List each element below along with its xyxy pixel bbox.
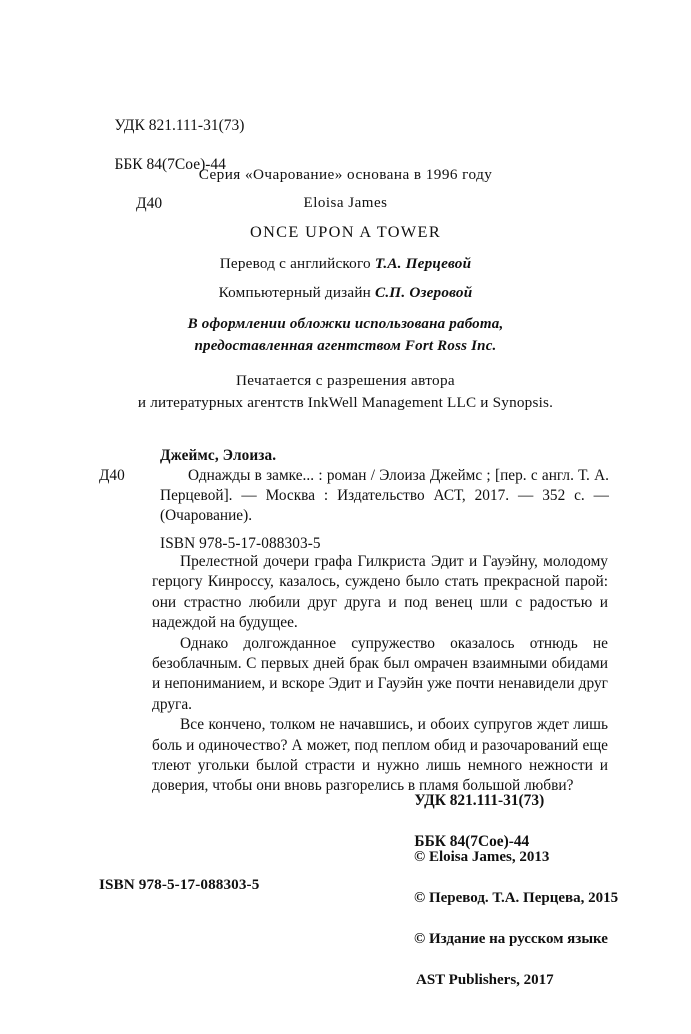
- design-credit: [0, 284, 691, 302]
- copyright-block: [399, 826, 618, 1031]
- cover-art-note-line-2: предоставленная агентством Fort Ross Inc.: [194, 338, 497, 354]
- cover-art-note: [0, 313, 691, 357]
- bbk-code: ББК 84(7Сое)-44: [114, 155, 226, 173]
- cip-isbn: ISBN 978-5-17-088303-5: [160, 534, 321, 552]
- bottom-isbn: ISBN 978-5-17-088303-5: [99, 876, 260, 893]
- bottom-udk-code: УДК 821.111-31(73): [414, 791, 545, 809]
- cip-shelf-mark: Д40: [99, 467, 125, 484]
- translation-label: Перевод с английского: [219, 255, 375, 272]
- udk-code: УДК 821.111-31(73): [114, 116, 245, 134]
- cover-art-note-line-1: В оформлении обложки использована работа,: [187, 316, 504, 332]
- cip-block: [99, 446, 609, 553]
- copyright-line-translation: © Перевод. Т.А. Перцева, 2015: [414, 889, 619, 906]
- designer-name: С.П. Озеровой: [374, 284, 473, 301]
- annotation-paragraph: Прелестной дочери графа Гилкриста Эдит и Гауэйну, молодому герцогу Кинроссу, казалось, суждено было стать прекрасной парой: они страстно любили друг друга и под венец шли с радостью и надеждой на будущее.: [152, 553, 608, 632]
- permission-note: [0, 370, 691, 414]
- original-title: ONCE UPON A TOWER: [249, 222, 442, 241]
- design-label: Компьютерный дизайн: [218, 284, 375, 301]
- copyright-line-author: © Eloisa James, 2013: [414, 848, 550, 865]
- annotation-paragraph: Однако долгожданное супружество оказалось отнюдь не безоблачным. С первых дней брак был омрачен взаимными обидами и непониманием, и вскоре Эдит и Гауэйн уже почти ненавидели друг друга.: [152, 634, 608, 713]
- cip-description: Однажды в замке... : роман / Элоиза Джеймс ; [пер. с англ. Т. А. Перцевой]. — Москва : Издательство АСТ, 2017. — 352 с. — (Очарование).: [160, 467, 609, 525]
- series-line: Серия «Очарование» основана в 1996 году: [198, 166, 493, 183]
- bottom-bbk-code: ББК 84(7Сое)-44: [414, 832, 530, 850]
- copyright-line-edition: © Издание на русском языке: [414, 930, 608, 947]
- permission-note-line-2: и литературных агентств InkWell Management LLC и Synopsis.: [137, 394, 554, 411]
- translation-credit: [0, 255, 691, 273]
- annotation-paragraph: Все кончено, толком не начавшись, и обоих супругов ждет лишь боль и одиночество? А может, под пеплом обид и разочарований еще тлеют угольки былой страсти и нужно лишь немного нежности и доверия, чтобы они вновь разгорелись в пламя большой любви?: [152, 716, 608, 795]
- translator-name: Т.А. Перцевой: [374, 255, 472, 272]
- annotation-block: [152, 552, 608, 797]
- copyright-line-publisher: AST Publishers, 2017: [416, 971, 554, 988]
- permission-note-line-1: Печатается с разрешения автора: [235, 372, 456, 389]
- cip-body: [99, 466, 609, 527]
- cip-author-heading: Джеймс, Элоиза.: [160, 447, 277, 464]
- original-author: Eloisa James: [303, 195, 388, 211]
- shelf-mark: Д40: [136, 194, 163, 212]
